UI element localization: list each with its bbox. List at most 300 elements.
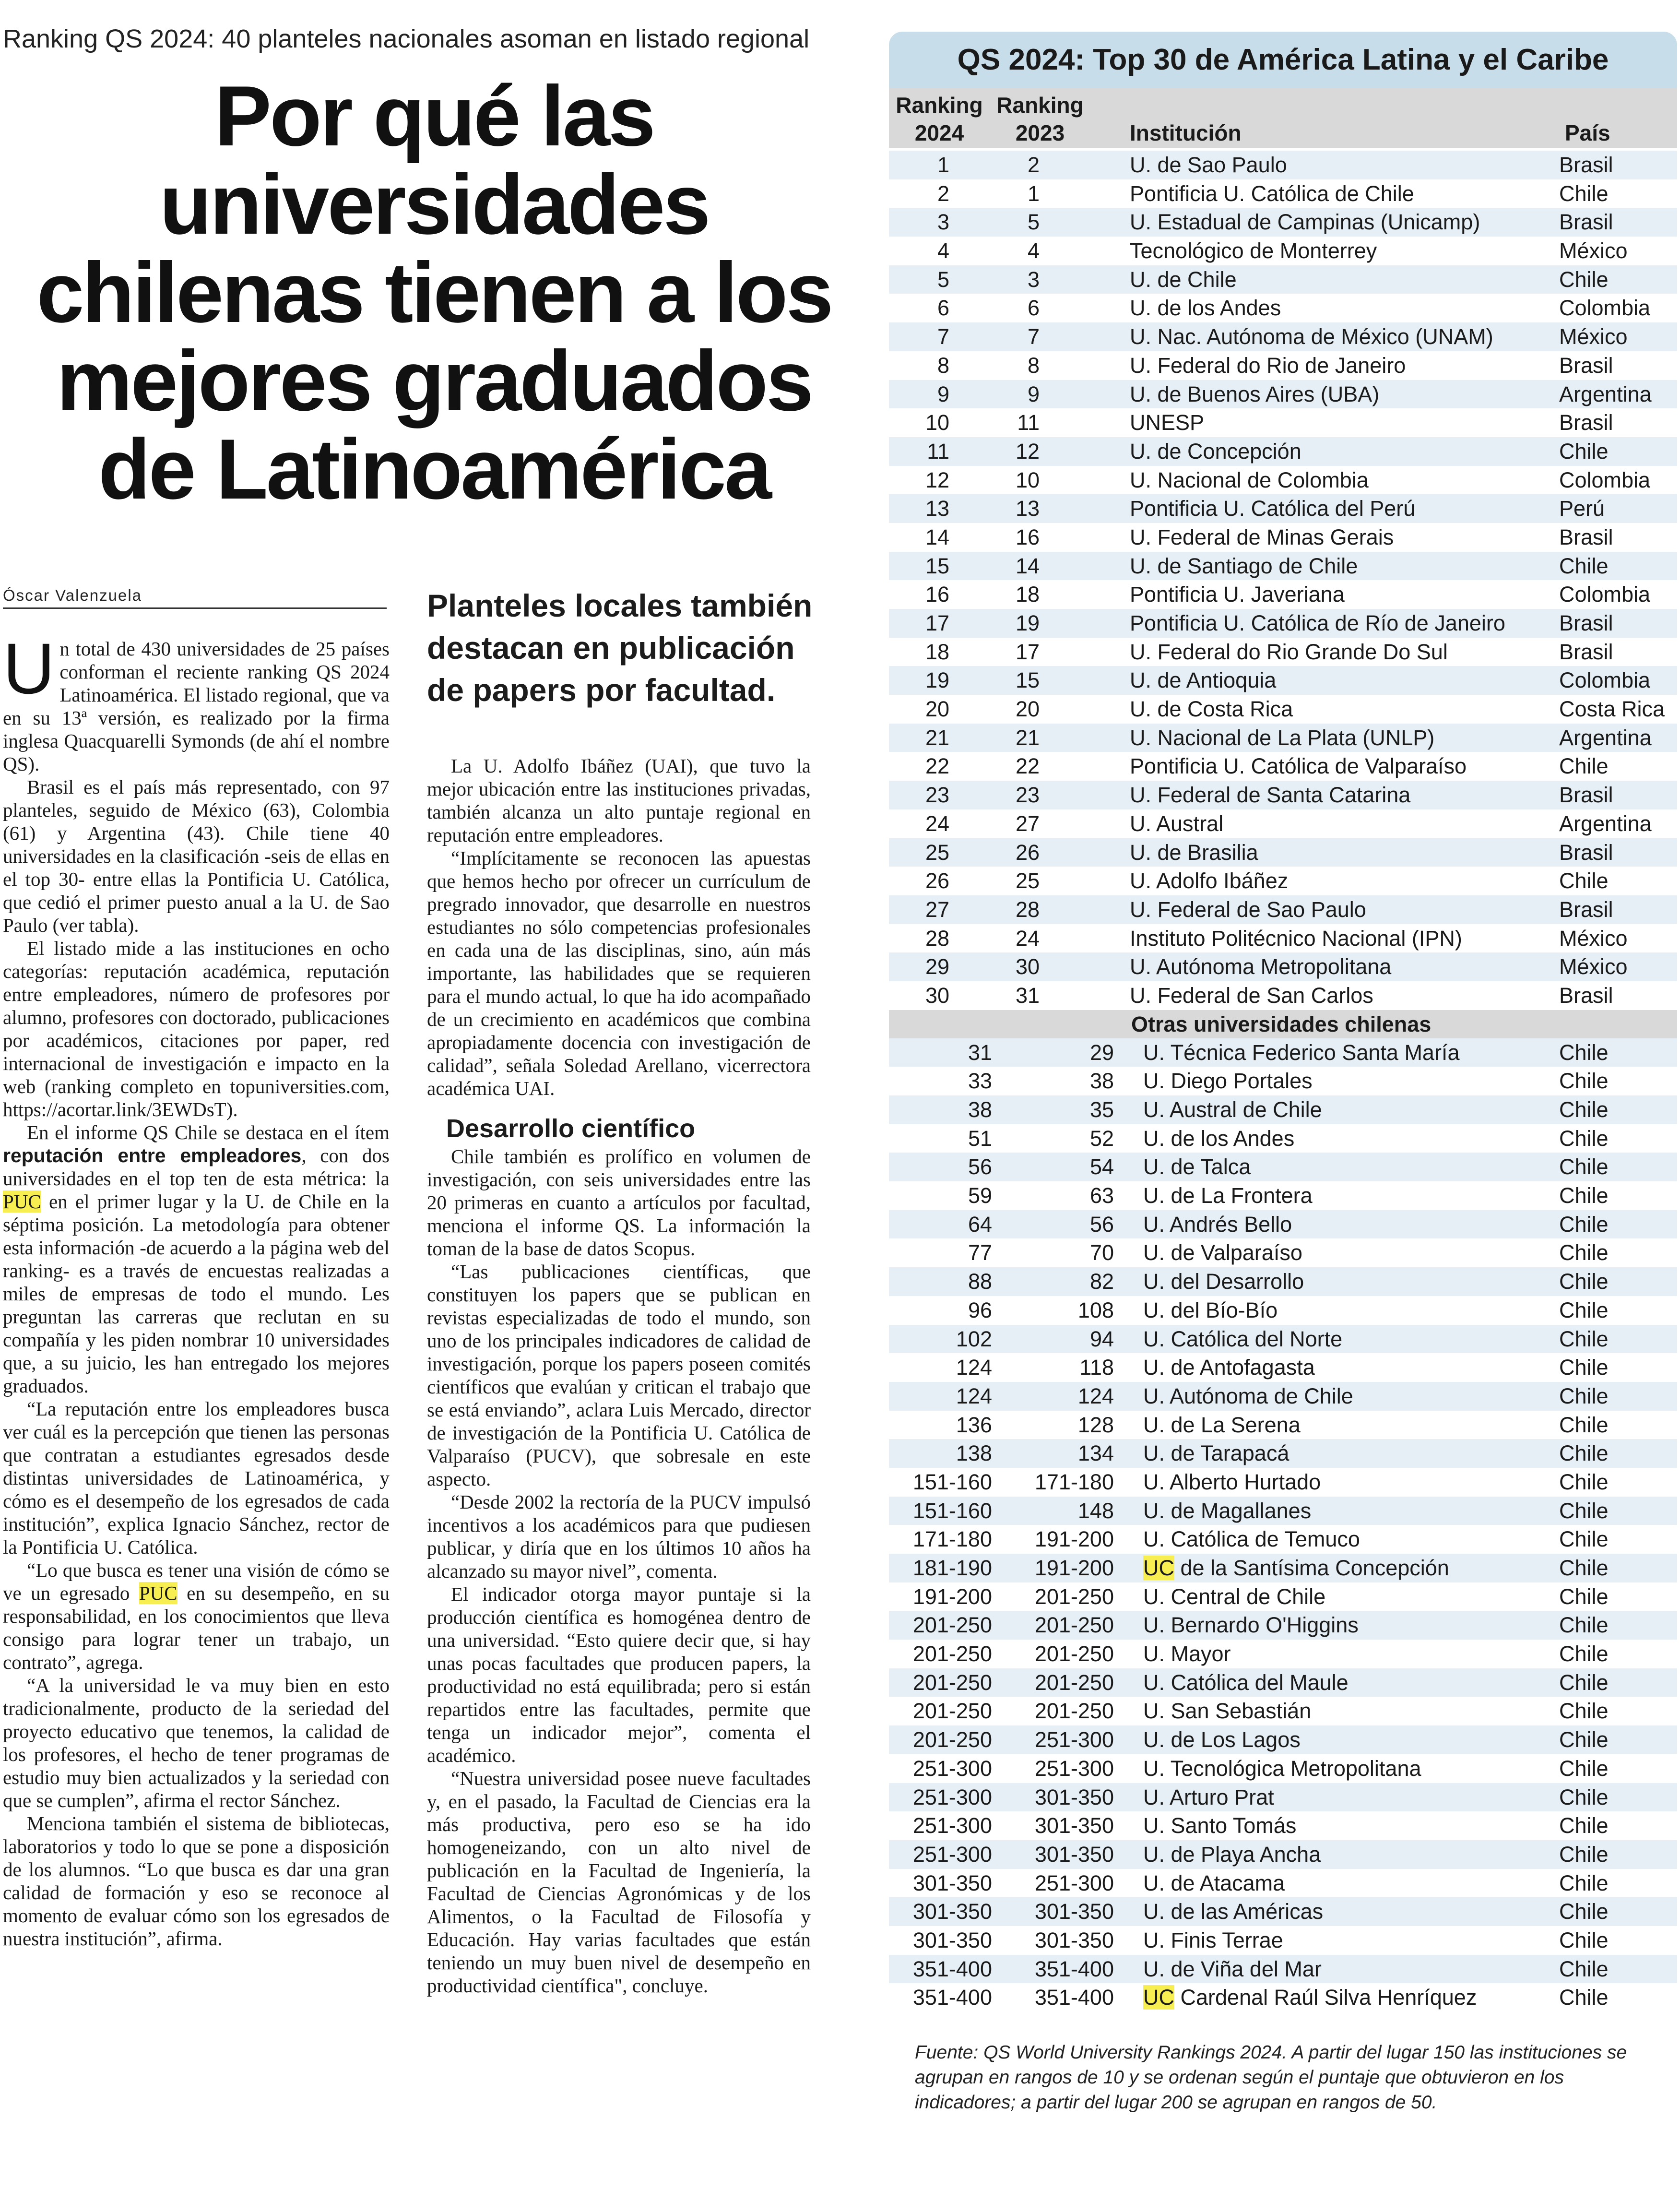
institution-cell: [1143, 1582, 1325, 1611]
others-body: [889, 1038, 1677, 2012]
rank-2023-cell: 108: [1077, 1297, 1114, 1322]
rank-2023-cell: 82: [1089, 1269, 1114, 1294]
rank-2023-cell: 1: [1027, 181, 1040, 206]
rank-2023-cell: 9: [1027, 381, 1040, 406]
rank-2023-cell: 30: [1015, 954, 1040, 979]
rank-2023-cell: 3: [1027, 267, 1040, 292]
country-cell: Brasil: [1559, 611, 1613, 635]
rank-2024-cell: 151-160: [912, 1498, 992, 1523]
country-cell: Chile: [1559, 1670, 1609, 1695]
institution-cell: [1130, 867, 1288, 895]
highlighted-term: UC: [1143, 1985, 1174, 2010]
country-cell: Chile: [1559, 267, 1609, 292]
rank-2023-cell: 134: [1077, 1441, 1114, 1466]
article-column-2: [427, 754, 811, 2146]
country-cell: Chile: [1559, 1727, 1609, 1752]
institution-cell: [1143, 1267, 1304, 1296]
institution-name: Pontificia U. Católica de Valparaíso: [1130, 754, 1467, 779]
rank-2024-cell: 31: [968, 1040, 992, 1065]
institution-name: U. Adolfo Ibáñez: [1130, 868, 1289, 893]
country-cell: Chile: [1559, 1383, 1609, 1408]
institution-cell: [1143, 1554, 1449, 1582]
country-cell: Chile: [1559, 1097, 1609, 1122]
institution-name: U. Andrés Bello: [1143, 1212, 1292, 1237]
rank-2024-cell: 28: [925, 926, 949, 951]
rank-2023-cell: 12: [1015, 439, 1040, 464]
rank-2024-cell: 38: [968, 1097, 992, 1122]
table-row: [889, 1038, 1677, 1067]
country-cell: Brasil: [1559, 639, 1613, 664]
rank-2024-cell: 171-180: [912, 1527, 992, 1552]
group-heading-otras: Otras universidades chilenas: [889, 1010, 1677, 1038]
rank-2024-cell: 301-350: [912, 1870, 992, 1895]
institution-name: U. de Antioquia: [1130, 668, 1277, 693]
rank-2024-cell: 251-300: [912, 1813, 992, 1838]
paragraph-text: n total de 430 universidades de 25 países conforman el reciente ranking QS 2024 Latinoamérica. El listado regional, que va en su 13ª versión, es realizado por la firma inglesa Quacquarelli Symonds (de ahí el nombre QS).: [3, 638, 390, 775]
rank-2023-cell: 56: [1089, 1212, 1114, 1237]
table-row: [889, 1267, 1677, 1296]
institution-name: U. de Magallanes: [1143, 1498, 1312, 1523]
drop-cap: U: [3, 637, 55, 709]
rank-2024-cell: 102: [956, 1326, 992, 1351]
highlighted-term: PUC: [3, 1190, 41, 1213]
institution-cell: [1130, 265, 1237, 294]
institution-name: U. de Costa Rica: [1130, 697, 1293, 722]
country-cell: Chile: [1559, 1813, 1609, 1838]
institution-name: U. Católica del Norte: [1143, 1326, 1343, 1351]
institution-name: U. de La Frontera: [1143, 1183, 1313, 1208]
rank-2023-cell: 10: [1015, 467, 1040, 492]
table-row: [889, 151, 1677, 179]
country-cell: Chile: [1559, 1297, 1609, 1322]
institution-cell: [1143, 1238, 1302, 1267]
rank-2023-cell: 94: [1089, 1326, 1114, 1351]
rank-2023-cell: 251-300: [1034, 1870, 1114, 1895]
institution-cell: [1130, 695, 1293, 724]
rank-2023-cell: 201-250: [1034, 1584, 1114, 1609]
rank-2024-cell: 201-250: [912, 1670, 992, 1695]
rank-2023-cell: 7: [1027, 324, 1040, 349]
table-row: [889, 1325, 1677, 1354]
rank-2023-cell: 25: [1015, 868, 1040, 893]
institution-name: U. Alberto Hurtado: [1143, 1469, 1321, 1494]
country-cell: Argentina: [1559, 811, 1652, 836]
table-row: [889, 1210, 1677, 1239]
table-row: [889, 1124, 1677, 1153]
country-cell: Brasil: [1559, 983, 1613, 1008]
rank-2024-cell: 20: [925, 697, 949, 722]
rank-2023-cell: 6: [1027, 296, 1040, 321]
country-cell: Chile: [1559, 1469, 1609, 1494]
rank-2024-cell: 13: [925, 496, 949, 521]
country-cell: Colombia: [1559, 668, 1651, 693]
section-heading: Desarrollo científico: [446, 1114, 696, 1143]
rank-2024-cell: 4: [937, 238, 949, 263]
rank-2024-cell: 191-200: [912, 1584, 992, 1609]
rank-2024-cell: 6: [937, 296, 949, 321]
rank-2023-cell: 301-350: [1034, 1899, 1114, 1924]
table-row: [889, 924, 1677, 953]
table-row: [889, 666, 1677, 695]
institution-cell: [1130, 151, 1287, 179]
rank-2023-cell: 52: [1089, 1126, 1114, 1151]
rank-2023-cell: 31: [1015, 983, 1040, 1008]
institution-name: Tecnológico de Monterrey: [1130, 238, 1377, 263]
institution-cell: [1130, 523, 1394, 552]
rank-2023-cell: 201-250: [1034, 1699, 1114, 1724]
table-row: [889, 952, 1677, 981]
institution-name: Pontificia U. Católica del Perú: [1130, 496, 1416, 521]
institution-cell: [1143, 1955, 1322, 1984]
rank-2024-cell: 351-400: [912, 1985, 992, 2010]
institution-cell: [1143, 1725, 1301, 1754]
rank-2024-cell: 1: [937, 153, 949, 177]
country-cell: México: [1559, 324, 1628, 349]
country-cell: Chile: [1559, 754, 1609, 779]
institution-name: U. Austral de Chile: [1143, 1097, 1322, 1122]
table-row: [889, 265, 1677, 294]
institution-name: U. Arturo Prat: [1143, 1785, 1274, 1809]
institution-name: U. de los Andes: [1130, 296, 1281, 321]
country-cell: Chile: [1559, 1985, 1609, 2010]
table-row: [889, 408, 1677, 437]
ranking-table: [889, 32, 1677, 2012]
institution-cell: [1130, 724, 1434, 752]
institution-cell: [1130, 237, 1377, 265]
institution-cell: [1130, 809, 1223, 838]
rank-2024-cell: 201-250: [912, 1613, 992, 1638]
table-source-note: Fuente: QS World University Rankings 2024. A partir del lugar 150 las instituciones se agrupan en rangos de 10 y se ordenan según el puntaje que obtuvieron en los indicadores; a partir del lugar 200 se agrupan en rangos de 50.: [915, 2042, 1627, 2113]
article-column-1: [3, 637, 390, 2125]
country-cell: Chile: [1559, 439, 1609, 464]
table-row: [889, 466, 1677, 495]
country-cell: Chile: [1559, 1269, 1609, 1294]
table-row: [889, 809, 1677, 838]
table-row: [889, 179, 1677, 208]
table-row: [889, 1955, 1677, 1984]
rank-2023-cell: 18: [1015, 582, 1040, 607]
institution-cell: [1143, 1411, 1301, 1440]
rank-2023-cell: 251-300: [1034, 1756, 1114, 1781]
table-row: [889, 437, 1677, 466]
country-cell: Brasil: [1559, 524, 1613, 549]
paragraph: [3, 1121, 390, 1397]
country-cell: México: [1559, 926, 1628, 951]
institution-cell: [1143, 1497, 1311, 1525]
table-row: [889, 1668, 1677, 1697]
institution-name: U. de las Américas: [1143, 1899, 1324, 1924]
institution-name: Pontificia U. Javeriana: [1130, 582, 1345, 607]
paragraph: Menciona también el sistema de bibliotecas, laboratorios y todo lo que se pone a disposición de los alumnos. “Lo que busca es dar una gran calidad de formación y eso se reconoce al momento de evaluar cómo son los egresados de nuestra institución”, afirma.: [3, 1812, 390, 1950]
institution-name: U. Federal do Rio Grande Do Sul: [1130, 639, 1448, 664]
institution-cell: [1143, 1525, 1360, 1554]
institution-name: U. de Valparaíso: [1143, 1240, 1302, 1265]
table-row: [889, 1353, 1677, 1382]
institution-name: U. Bernardo O'Higgins: [1143, 1613, 1359, 1638]
institution-cell: [1130, 552, 1358, 581]
table-row: [889, 1095, 1677, 1124]
paragraph-text: en el primer lugar y la U. de Chile en la séptima posición. La metodología para obtener esta información -de acuerdo a la página web del ranking- es a través de encuestas realizadas a miles de empresas de todo el mundo. Les preguntan las carreras que reclutan en su compañía y les piden nombrar 10 universidades que, a su juicio, les han entregado los mejores graduados.: [3, 1190, 390, 1397]
rank-2023-cell: 301-350: [1034, 1785, 1114, 1809]
rank-2024-cell: 301-350: [912, 1927, 992, 1952]
rank-2023-cell: 16: [1015, 524, 1040, 549]
institution-name: U. Finis Terrae: [1143, 1927, 1283, 1952]
institution-cell: [1130, 437, 1301, 466]
institution-name: U. Santo Tomás: [1143, 1813, 1297, 1838]
institution-cell: [1130, 752, 1467, 781]
rank-2024-cell: 51: [968, 1126, 992, 1151]
rank-2023-cell: 35: [1089, 1097, 1114, 1122]
article-author: Óscar Valenzuela: [3, 586, 387, 609]
country-cell: Chile: [1559, 553, 1609, 578]
rank-2023-cell: 14: [1015, 553, 1040, 578]
table-row: [889, 724, 1677, 752]
country-cell: Chile: [1559, 1642, 1609, 1666]
rank-2023-cell: 128: [1077, 1412, 1114, 1437]
institution-cell: [1130, 924, 1462, 953]
article-subhead: Planteles locales también destacan en publicación de papers por facultad.: [427, 588, 813, 708]
institution-cell: [1143, 1067, 1313, 1095]
institution-cell: [1130, 322, 1493, 351]
country-cell: Chile: [1559, 868, 1609, 893]
paragraph: El listado mide a las instituciones en ocho categorías: reputación académica, reputación entre empleadores, número de profesores por alumno, profesores con doctorado, publicaciones por académicos, citaciones por paper, red internacional de investigación e impacto en la web (ranking completo en topuniversities.com, https://acortar.link/3EWDsT).: [3, 937, 390, 1120]
institution-cell: [1143, 1382, 1353, 1411]
rank-2023-cell: 24: [1015, 926, 1040, 951]
rank-2024-cell: 33: [968, 1069, 992, 1094]
rank-2024-cell: 16: [925, 582, 949, 607]
table-row: [889, 1181, 1677, 1210]
rank-2023-cell: 70: [1089, 1240, 1114, 1265]
country-cell: Brasil: [1559, 210, 1613, 235]
rank-2024-cell: 24: [925, 811, 949, 836]
rank-2024-cell: 201-250: [912, 1642, 992, 1666]
institution-cell: [1130, 981, 1373, 1010]
country-cell: Chile: [1559, 1927, 1609, 1952]
table-row: [889, 752, 1677, 781]
rank-2024-cell: 124: [956, 1355, 992, 1380]
institution-cell: [1130, 408, 1204, 437]
institution-name: U. Central de Chile: [1143, 1584, 1326, 1609]
country-cell: Colombia: [1559, 582, 1651, 607]
institution-cell: [1143, 1897, 1323, 1926]
institution-name: U. de La Serena: [1143, 1412, 1301, 1437]
rank-2024-cell: 11: [927, 439, 949, 464]
table-row: [889, 552, 1677, 581]
rank-2024-cell: 201-250: [912, 1699, 992, 1724]
country-cell: Brasil: [1559, 840, 1613, 865]
institution-name: U. de Chile: [1130, 267, 1237, 292]
table-row: [889, 1697, 1677, 1725]
institution-cell: [1143, 1439, 1289, 1468]
paragraph-text: “Lo que busca es tener una visión de cómo se ve un egresado: [3, 1559, 390, 1604]
rank-2023-cell: 5: [1027, 210, 1040, 235]
rank-2024-cell: 7: [937, 324, 949, 349]
country-cell: Chile: [1559, 1326, 1609, 1351]
institution-cell: [1130, 952, 1391, 981]
country-cell: Colombia: [1559, 296, 1651, 321]
institution-name: U. Federal de San Carlos: [1130, 983, 1373, 1008]
rank-2023-cell: 38: [1089, 1069, 1114, 1094]
institution-cell: [1130, 380, 1379, 409]
highlighted-term: UC: [1143, 1556, 1174, 1580]
rank-2023-cell: 54: [1089, 1154, 1114, 1179]
rank-2024-cell: 151-160: [912, 1469, 992, 1494]
country-cell: Chile: [1559, 1842, 1609, 1867]
rank-2024-cell: 251-300: [912, 1842, 992, 1867]
rank-2023-cell: 11: [1017, 410, 1040, 435]
table-row: [889, 1783, 1677, 1812]
rank-2023-cell: 21: [1015, 725, 1040, 750]
rank-2023-cell: 29: [1089, 1040, 1114, 1065]
table-row: [889, 1640, 1677, 1668]
rank-2023-cell: 148: [1077, 1498, 1114, 1523]
institution-cell: [1130, 208, 1480, 237]
institution-cell: [1143, 1353, 1315, 1382]
institution-cell: [1143, 1754, 1421, 1783]
table-row: [889, 1554, 1677, 1582]
rank-2024-cell: 56: [968, 1154, 992, 1179]
rank-2024-cell: 251-300: [912, 1785, 992, 1809]
paragraph: [3, 637, 390, 775]
institution-cell: [1130, 895, 1366, 924]
table-row: [889, 1153, 1677, 1181]
institution-cell: [1143, 1668, 1349, 1697]
table-row: [889, 1238, 1677, 1267]
paragraph-text: en su desempeño, en su responsabilidad, en los conocimientos que lleva consigo para lograr tener un trabajo, un contrato”, agrega.: [3, 1582, 390, 1673]
table-row: [889, 1725, 1677, 1754]
paragraph: “Nuestra universidad posee nueve facultades y, en el pasado, la Facultad de Ciencias era la más productiva, pero eso se ha ido homogeneizando, con un alto nivel de publicación en la Facultad de Ingeniería, la Facultad de Ciencias Agronómicas y de los Alimentos, o la Facultad de Filosofía y Educación. Hay varias facultades que están teniendo un muy buen nivel de desempeño en productividad científica", concluye.: [427, 1767, 811, 1997]
rank-2024-cell: 22: [925, 754, 949, 779]
column-header-country: País: [1565, 120, 1610, 145]
institution-name: U. Católica de Temuco: [1143, 1527, 1360, 1552]
rank-2024-cell: 12: [925, 467, 949, 492]
institution-name: U. Tecnológica Metropolitana: [1143, 1756, 1421, 1781]
rank-2023-cell: 301-350: [1034, 1813, 1114, 1838]
institution-cell: [1143, 1811, 1296, 1840]
institution-cell: [1130, 179, 1414, 208]
institution-cell: [1143, 1983, 1477, 2012]
table-row: [889, 1754, 1677, 1783]
table-header: [889, 88, 1677, 148]
country-cell: Chile: [1559, 181, 1609, 206]
top30-body: [889, 151, 1677, 1010]
institution-cell: [1143, 1153, 1251, 1181]
rank-2023-cell: 191-200: [1034, 1527, 1114, 1552]
country-cell: Argentina: [1559, 381, 1652, 406]
rank-2023-cell: 251-300: [1034, 1727, 1114, 1752]
table-row: [889, 523, 1677, 552]
table-row: [889, 1582, 1677, 1611]
table-row: [889, 981, 1677, 1010]
table-row: [889, 1067, 1677, 1095]
country-cell: Costa Rica: [1559, 697, 1665, 722]
rank-2023-cell: 19: [1015, 611, 1040, 635]
rank-2024-cell: 351-400: [912, 1956, 992, 1981]
rank-2024-cell: 124: [956, 1383, 992, 1408]
institution-cell: [1143, 1124, 1294, 1153]
rank-2023-cell: 201-250: [1034, 1642, 1114, 1666]
table-row: [889, 1497, 1677, 1525]
country-cell: Colombia: [1559, 467, 1651, 492]
table-row: [889, 1869, 1677, 1898]
institution-cell: [1130, 609, 1505, 638]
institution-name: U. del Desarrollo: [1143, 1269, 1304, 1294]
country-cell: Chile: [1559, 1699, 1609, 1724]
country-cell: Chile: [1559, 1498, 1609, 1523]
table-row: [889, 1439, 1677, 1468]
institution-name: U. de Sao Paulo: [1130, 153, 1287, 177]
rank-2024-cell: 3: [937, 210, 949, 235]
rank-2024-cell: 23: [925, 783, 949, 808]
institution-name: U. Nacional de La Plata (UNLP): [1130, 725, 1435, 750]
country-cell: Chile: [1559, 1556, 1609, 1580]
table-row: [889, 867, 1677, 895]
rank-2024-cell: 96: [968, 1297, 992, 1322]
institution-name: U. Federal de Santa Catarina: [1130, 783, 1411, 808]
table-row: [889, 1897, 1677, 1926]
country-cell: Chile: [1559, 1584, 1609, 1609]
rank-2024-cell: 14: [925, 524, 949, 549]
institution-name: de la Santísima Concepción: [1174, 1556, 1449, 1580]
institution-cell: [1130, 781, 1410, 809]
rank-2024-cell: 9: [937, 381, 949, 406]
institution-name: U. de Viña del Mar: [1143, 1956, 1322, 1981]
institution-name: U. Diego Portales: [1143, 1069, 1313, 1094]
rank-2024-cell: 27: [925, 897, 949, 922]
institution-name: Instituto Politécnico Nacional (IPN): [1130, 926, 1462, 951]
rank-2023-cell: 201-250: [1034, 1670, 1114, 1695]
table-row: [889, 237, 1677, 265]
institution-name: U. de Los Lagos: [1143, 1727, 1301, 1752]
table-row: [889, 580, 1677, 609]
institution-name: UNESP: [1130, 410, 1205, 435]
table-row: [889, 494, 1677, 523]
table-row: [889, 1296, 1677, 1325]
paragraph: Chile también es prolífico en volumen de investigación, con seis universidades entre las 20 primeras en cuanto a artículos por facultad, menciona el informe QS. La información la toman de la base de datos Scopus.: [427, 1145, 811, 1260]
article-headline: Por qué las universidades chilenas tienen a los mejores graduados de Latinoamérica: [36, 68, 832, 517]
country-cell: Chile: [1559, 1069, 1609, 1094]
table-row: [889, 1926, 1677, 1955]
country-cell: Brasil: [1559, 353, 1613, 378]
rank-2023-cell: 351-400: [1034, 1985, 1114, 2010]
institution-name: U. Técnica Federico Santa María: [1143, 1040, 1460, 1065]
institution-name: Pontificia U. Católica de Río de Janeiro: [1130, 611, 1505, 635]
rank-2023-cell: 171-180: [1034, 1469, 1114, 1494]
table-row: [889, 638, 1677, 666]
rank-2023-cell: 28: [1015, 897, 1040, 922]
institution-cell: [1130, 638, 1448, 666]
country-cell: Brasil: [1559, 783, 1613, 808]
country-cell: Chile: [1559, 1527, 1609, 1552]
institution-cell: [1143, 1181, 1313, 1210]
table-row: [889, 1811, 1677, 1840]
rank-2024-cell: 21: [925, 725, 949, 750]
table-row: [889, 1983, 1677, 2012]
paragraph: Brasil es el país más representado, con 97 planteles, seguido de México (63), Colombia (61) y Argentina (43). Chile tiene 40 universidades en la clasificación -seis de ellas en el top 30- entre ellas la Pontificia U. Católica, que cedió el primer puesto anual a la U. de Sao Paulo (ver tabla).: [3, 776, 390, 936]
paragraph-text: En el informe QS Chile se destaca en el ítem: [27, 1121, 390, 1143]
rank-2023-cell: 20: [1015, 697, 1040, 722]
country-cell: Chile: [1559, 1613, 1609, 1638]
country-cell: México: [1559, 954, 1628, 979]
institution-cell: [1143, 1869, 1285, 1898]
table-row: [889, 322, 1677, 351]
rank-2024-cell: 10: [925, 410, 949, 435]
paragraph: “Las publicaciones científicas, que constituyen los papers que se publican en revistas especializadas de todo el mundo, son uno de los principales indicadores de calidad de investigación, porque los papers poseen comités científicos que evalúan y critican el trabajo que se está enviando”, aclara Luis Mercado, director de investigación de la Pontificia U. Católica de Valparaíso (PUCV), que sobresale en este aspecto.: [427, 1261, 811, 1490]
rank-2023-cell: 118: [1079, 1355, 1114, 1380]
table-row: [889, 695, 1677, 724]
country-cell: Chile: [1559, 1756, 1609, 1781]
rank-2023-cell: 4: [1027, 238, 1040, 263]
